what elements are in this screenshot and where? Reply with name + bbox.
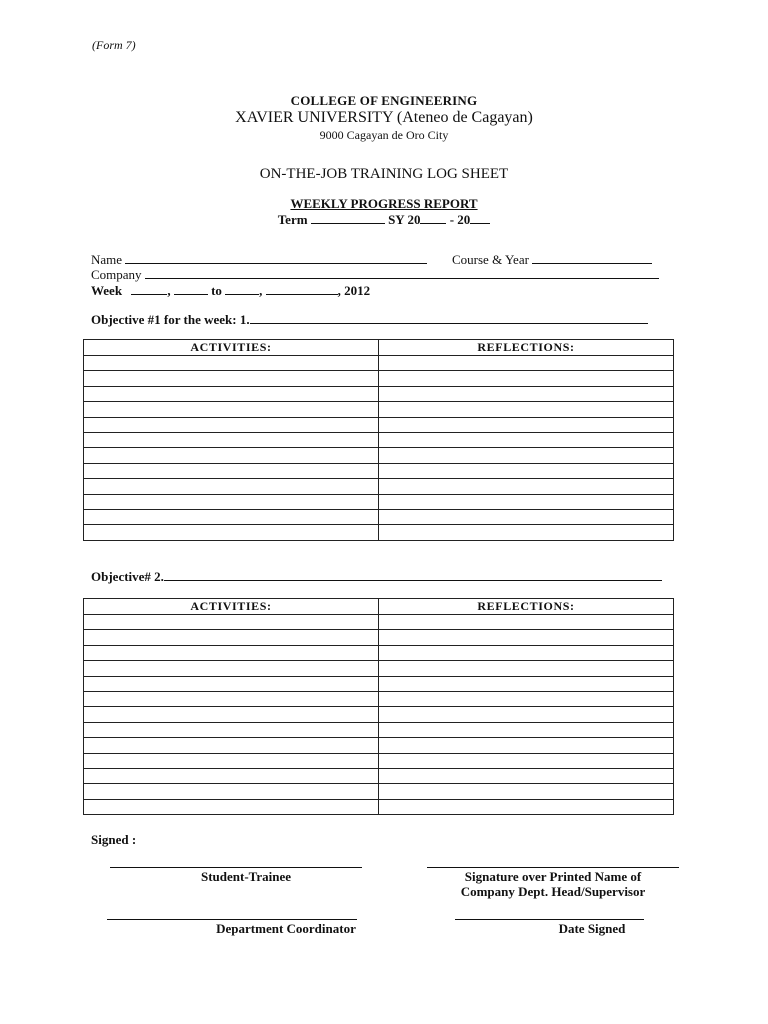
week-row: Week , to , , 2012 [91,283,371,298]
reflection-cell[interactable] [379,386,674,401]
objective1-log-table [83,339,674,541]
reflection-cell[interactable] [379,448,674,463]
table-row [84,645,674,660]
table-row [84,738,674,753]
table-row [84,402,674,417]
table-row [84,676,674,691]
activity-cell[interactable] [84,615,379,630]
name-row [91,252,427,268]
activity-cell[interactable] [84,371,379,386]
activity-cell[interactable] [84,645,379,660]
supervisor-signature-line[interactable] [427,867,679,868]
table-row [84,707,674,722]
table-header-row [84,599,674,615]
course-year-label: Course & Year [452,252,529,267]
to-label: to [211,283,222,298]
reflection-cell[interactable] [379,402,674,417]
week-end-day-field[interactable] [266,283,338,295]
student-signature-line[interactable] [110,867,362,868]
activity-cell[interactable] [84,722,379,737]
course-row [452,252,652,268]
activity-cell[interactable] [84,738,379,753]
activity-cell[interactable] [84,768,379,783]
reflection-cell[interactable] [379,738,674,753]
form-number-label: (Form 7) [92,38,136,52]
activity-cell[interactable] [84,691,379,706]
department-coordinator-label: Department Coordinator [216,921,356,936]
term-label: Term [277,212,308,227]
reflection-cell[interactable] [379,615,674,630]
activity-cell[interactable] [84,448,379,463]
table-row [84,691,674,706]
activity-cell[interactable] [84,479,379,494]
activity-cell[interactable] [84,753,379,768]
activity-cell[interactable] [84,676,379,691]
activity-cell[interactable] [84,402,379,417]
coordinator-signature-line[interactable] [107,919,357,920]
week-end-month-field[interactable] [225,283,259,295]
activity-cell[interactable] [84,661,379,676]
table-row [84,661,674,676]
activity-cell[interactable] [84,707,379,722]
supervisor-label-line1: Signature over Printed Name of [464,869,642,884]
objective1-label: Objective #1 for the week: 1. [91,312,250,327]
reflection-cell[interactable] [379,494,674,509]
year-suffix: , 2012 [337,283,371,298]
activity-cell[interactable] [84,784,379,799]
reflection-cell[interactable] [379,525,674,540]
table-row [84,386,674,401]
objective2-field[interactable] [164,569,662,581]
reflection-cell[interactable] [379,630,674,645]
table-row [84,525,674,540]
term-line [0,212,768,228]
reflection-cell[interactable] [379,463,674,478]
company-row [91,267,659,283]
student-trainee-label: Student-Trainee [200,869,292,884]
sy-start-field[interactable] [420,212,446,224]
date-signed-label: Date Signed [558,921,626,936]
reflections-header: REFLECTIONS: [379,340,674,356]
activity-cell[interactable] [84,509,379,524]
reflection-cell[interactable] [379,479,674,494]
activities-header: ACTIVITIES: [84,599,379,615]
table-row [84,356,674,371]
reflection-cell[interactable] [379,509,674,524]
activity-cell[interactable] [84,799,379,814]
name-label: Name [91,252,123,267]
reflection-cell[interactable] [379,753,674,768]
activity-cell[interactable] [84,417,379,432]
table-row [84,371,674,386]
activity-cell[interactable] [84,630,379,645]
name-field[interactable] [125,252,427,264]
date-signed-line[interactable] [455,919,644,920]
reflection-cell[interactable] [379,707,674,722]
term-field[interactable] [311,212,385,224]
activity-cell[interactable] [84,525,379,540]
signed-label: Signed : [91,832,137,847]
table-row [84,753,674,768]
table-row [84,784,674,799]
course-year-field[interactable] [532,252,652,264]
document-title: ON-THE-JOB TRAINING LOG SHEET [259,166,509,182]
table-row [84,463,674,478]
reflection-cell[interactable] [379,371,674,386]
company-label: Company [91,267,142,282]
reflection-cell[interactable] [379,784,674,799]
reflection-cell[interactable] [379,432,674,447]
table-header-row [84,340,674,356]
table-row [84,448,674,463]
activity-cell[interactable] [84,432,379,447]
week-start-day-field[interactable] [174,283,208,295]
table-row [84,417,674,432]
objective1-field[interactable] [250,312,648,324]
table-row [84,630,674,645]
table-row [84,494,674,509]
reflection-cell[interactable] [379,661,674,676]
activity-cell[interactable] [84,386,379,401]
city-address: 9000 Cagayan de Oro City [319,128,449,142]
table-row [84,479,674,494]
objective2-log-table [83,598,674,815]
week-start-month-field[interactable] [131,283,167,295]
reflection-cell[interactable] [379,768,674,783]
activity-cell[interactable] [84,494,379,509]
university-name: XAVIER UNIVERSITY (Ateneo de Cagayan) [235,109,533,126]
reflection-cell[interactable] [379,676,674,691]
table-row [84,432,674,447]
table-row [84,799,674,814]
objective1-row [91,312,648,328]
college-name: COLLEGE OF ENGINEERING [290,93,478,108]
reflection-cell[interactable] [379,417,674,432]
sy-label: SY 20 [388,212,421,227]
table-row [84,509,674,524]
objective2-label: Objective# 2. [91,569,164,584]
reflection-cell[interactable] [379,722,674,737]
company-field[interactable] [145,267,659,279]
objective2-row [91,569,662,585]
sy-end-field[interactable] [470,212,490,224]
report-heading: WEEKLY PROGRESS REPORT [290,196,478,211]
table-row [84,768,674,783]
activities-header: ACTIVITIES: [84,340,379,356]
supervisor-label-line2: Company Dept. Head/Supervisor [460,884,646,899]
activity-cell[interactable] [84,356,379,371]
reflection-cell[interactable] [379,799,674,814]
table-row [84,615,674,630]
table-row [84,722,674,737]
sy-separator: - 20 [449,212,471,227]
activity-cell[interactable] [84,463,379,478]
reflection-cell[interactable] [379,645,674,660]
reflection-cell[interactable] [379,356,674,371]
reflection-cell[interactable] [379,691,674,706]
reflections-header: REFLECTIONS: [379,599,674,615]
week-label: Week [91,283,123,298]
